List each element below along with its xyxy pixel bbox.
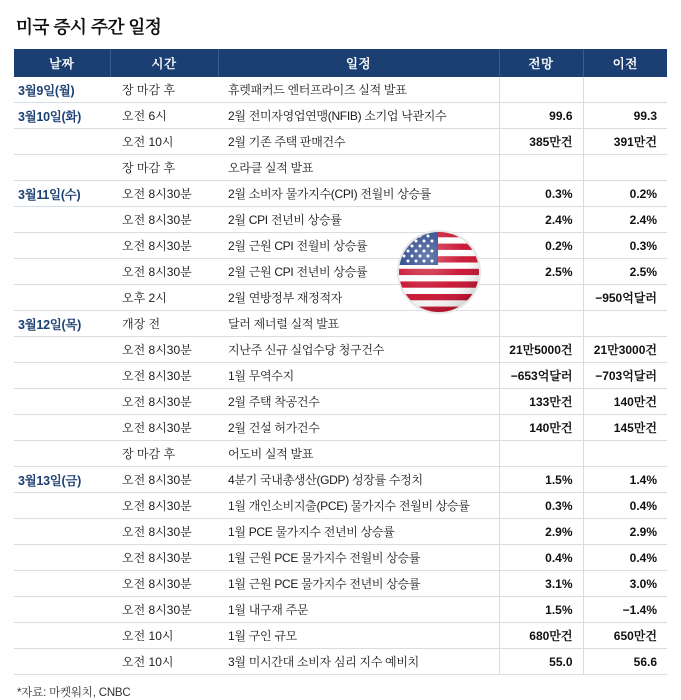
cell-forecast: 0.2% bbox=[499, 233, 583, 259]
cell-event: 1월 근원 PCE 물가지수 전월비 상승률 bbox=[218, 545, 499, 571]
source-note: *자료: 마켓워치, CNBC bbox=[17, 687, 131, 699]
page-title: 미국 증시 주간 일정 bbox=[16, 17, 162, 37]
cell-date bbox=[14, 571, 110, 597]
cell-event: 2월 건설 허가건수 bbox=[218, 415, 499, 441]
cell-date bbox=[14, 545, 110, 571]
cell-previous bbox=[583, 311, 667, 337]
column-header-event: 일정 bbox=[218, 49, 499, 77]
cell-date bbox=[14, 415, 110, 441]
cell-time: 오전 8시30분 bbox=[110, 389, 218, 415]
cell-time: 오전 8시30분 bbox=[110, 207, 218, 233]
cell-date bbox=[14, 259, 110, 285]
cell-event: 3월 미시간대 소비자 심리 지수 예비치 bbox=[218, 649, 499, 675]
cell-previous: 0.4% bbox=[583, 545, 667, 571]
cell-event: 지난주 신규 실업수당 청구건수 bbox=[218, 337, 499, 363]
cell-forecast bbox=[499, 285, 583, 311]
cell-time: 오전 10시 bbox=[110, 649, 218, 675]
table-row bbox=[14, 493, 667, 519]
cell-event: 1월 내구재 주문 bbox=[218, 597, 499, 623]
table-row bbox=[14, 337, 667, 363]
cell-event: 1월 구인 규모 bbox=[218, 623, 499, 649]
table-row bbox=[14, 129, 667, 155]
column-header-previous: 이전 bbox=[583, 49, 667, 77]
cell-forecast bbox=[499, 77, 583, 103]
cell-forecast: 140만건 bbox=[499, 415, 583, 441]
cell-previous: 21만3000건 bbox=[583, 337, 667, 363]
cell-forecast: 680만건 bbox=[499, 623, 583, 649]
cell-date bbox=[14, 129, 110, 155]
table-row bbox=[14, 519, 667, 545]
cell-previous: 140만건 bbox=[583, 389, 667, 415]
table-header-row bbox=[14, 49, 667, 77]
cell-date bbox=[14, 441, 110, 467]
cell-previous: 0.2% bbox=[583, 181, 667, 207]
table-header bbox=[14, 49, 667, 77]
cell-forecast: 1.5% bbox=[499, 467, 583, 493]
cell-date bbox=[14, 493, 110, 519]
cell-previous: 3.0% bbox=[583, 571, 667, 597]
cell-forecast: 99.6 bbox=[499, 103, 583, 129]
cell-time: 오후 2시 bbox=[110, 285, 218, 311]
cell-event: 1월 무역수지 bbox=[218, 363, 499, 389]
cell-forecast: 0.3% bbox=[499, 493, 583, 519]
cell-date bbox=[14, 597, 110, 623]
cell-previous: 2.4% bbox=[583, 207, 667, 233]
cell-time: 개장 전 bbox=[110, 311, 218, 337]
table-row bbox=[14, 155, 667, 181]
table-row bbox=[14, 415, 667, 441]
table-row bbox=[14, 311, 667, 337]
cell-time: 장 마감 후 bbox=[110, 441, 218, 467]
cell-time: 오전 8시30분 bbox=[110, 571, 218, 597]
cell-event: 어도비 실적 발표 bbox=[218, 441, 499, 467]
cell-date: 3월10일(화) bbox=[14, 103, 110, 129]
cell-forecast bbox=[499, 311, 583, 337]
cell-time: 오전 8시30분 bbox=[110, 415, 218, 441]
cell-time: 오전 10시 bbox=[110, 129, 218, 155]
cell-date bbox=[14, 155, 110, 181]
cell-event: 2월 근원 CPI 전년비 상승률 bbox=[218, 259, 499, 285]
table-row bbox=[14, 77, 667, 103]
table-row bbox=[14, 545, 667, 571]
cell-event: 2월 기존 주택 판매건수 bbox=[218, 129, 499, 155]
cell-forecast: 55.0 bbox=[499, 649, 583, 675]
cell-event: 1월 개인소비지출(PCE) 물가지수 전월비 상승률 bbox=[218, 493, 499, 519]
cell-previous: 56.6 bbox=[583, 649, 667, 675]
cell-date bbox=[14, 233, 110, 259]
table-row bbox=[14, 207, 667, 233]
cell-time: 오전 8시30분 bbox=[110, 545, 218, 571]
cell-event: 1월 근원 PCE 물가지수 전년비 상승률 bbox=[218, 571, 499, 597]
cell-previous: 1.4% bbox=[583, 467, 667, 493]
cell-event: 2월 소비자 물가지수(CPI) 전월비 상승률 bbox=[218, 181, 499, 207]
table-row bbox=[14, 285, 667, 311]
cell-previous: 99.3 bbox=[583, 103, 667, 129]
cell-forecast: 21만5000건 bbox=[499, 337, 583, 363]
cell-forecast: 385만건 bbox=[499, 129, 583, 155]
cell-forecast: 0.3% bbox=[499, 181, 583, 207]
cell-date bbox=[14, 649, 110, 675]
cell-date bbox=[14, 519, 110, 545]
cell-time: 오전 8시30분 bbox=[110, 181, 218, 207]
cell-event: 오라클 실적 발표 bbox=[218, 155, 499, 181]
table-row bbox=[14, 363, 667, 389]
cell-forecast: 133만건 bbox=[499, 389, 583, 415]
table-row bbox=[14, 181, 667, 207]
cell-date bbox=[14, 389, 110, 415]
cell-date bbox=[14, 285, 110, 311]
cell-date bbox=[14, 337, 110, 363]
cell-previous: 391만건 bbox=[583, 129, 667, 155]
cell-forecast: 2.5% bbox=[499, 259, 583, 285]
cell-event: 2월 근원 CPI 전월비 상승률 bbox=[218, 233, 499, 259]
cell-previous bbox=[583, 77, 667, 103]
cell-forecast: 1.5% bbox=[499, 597, 583, 623]
column-header-time: 시간 bbox=[110, 49, 218, 77]
cell-event: 4분기 국내총생산(GDP) 성장률 수정치 bbox=[218, 467, 499, 493]
cell-forecast: 2.9% bbox=[499, 519, 583, 545]
cell-time: 오전 8시30분 bbox=[110, 597, 218, 623]
table-row bbox=[14, 649, 667, 675]
cell-forecast: 2.4% bbox=[499, 207, 583, 233]
cell-date: 3월13일(금) bbox=[14, 467, 110, 493]
cell-previous: 0.4% bbox=[583, 493, 667, 519]
cell-time: 오전 8시30분 bbox=[110, 233, 218, 259]
table-row bbox=[14, 103, 667, 129]
cell-time: 오전 8시30분 bbox=[110, 493, 218, 519]
cell-time: 장 마감 후 bbox=[110, 155, 218, 181]
table-row bbox=[14, 389, 667, 415]
cell-date: 3월12일(목) bbox=[14, 311, 110, 337]
cell-date bbox=[14, 363, 110, 389]
cell-event: 1월 PCE 물가지수 전년비 상승률 bbox=[218, 519, 499, 545]
cell-time: 오전 8시30분 bbox=[110, 363, 218, 389]
cell-previous: 2.9% bbox=[583, 519, 667, 545]
cell-time: 오전 8시30분 bbox=[110, 467, 218, 493]
cell-forecast: 0.4% bbox=[499, 545, 583, 571]
table-row bbox=[14, 467, 667, 493]
cell-forecast: 3.1% bbox=[499, 571, 583, 597]
cell-time: 오전 8시30분 bbox=[110, 337, 218, 363]
cell-previous: 2.5% bbox=[583, 259, 667, 285]
cell-previous bbox=[583, 155, 667, 181]
table-body bbox=[14, 77, 667, 675]
cell-event: 2월 전미자영업연맹(NFIB) 소기업 낙관지수 bbox=[218, 103, 499, 129]
cell-date: 3월11일(수) bbox=[14, 181, 110, 207]
table-row bbox=[14, 233, 667, 259]
table-row bbox=[14, 441, 667, 467]
cell-forecast: −653억달러 bbox=[499, 363, 583, 389]
table-row bbox=[14, 259, 667, 285]
cell-event: 휴렛패커드 엔터프라이즈 실적 발표 bbox=[218, 77, 499, 103]
cell-time: 장 마감 후 bbox=[110, 77, 218, 103]
cell-event: 2월 연방정부 재정적자 bbox=[218, 285, 499, 311]
cell-previous bbox=[583, 441, 667, 467]
cell-time: 오전 10시 bbox=[110, 623, 218, 649]
cell-event: 2월 주택 착공건수 bbox=[218, 389, 499, 415]
cell-event: 2월 CPI 전년비 상승률 bbox=[218, 207, 499, 233]
table-row bbox=[14, 597, 667, 623]
column-header-date: 날짜 bbox=[14, 49, 110, 77]
cell-forecast bbox=[499, 155, 583, 181]
cell-date: 3월9일(월) bbox=[14, 77, 110, 103]
cell-time: 오전 6시 bbox=[110, 103, 218, 129]
cell-event: 달러 제너럴 실적 발표 bbox=[218, 311, 499, 337]
column-header-forecast: 전망 bbox=[499, 49, 583, 77]
cell-date bbox=[14, 207, 110, 233]
cell-previous: 145만건 bbox=[583, 415, 667, 441]
cell-date bbox=[14, 623, 110, 649]
cell-previous: −703억달러 bbox=[583, 363, 667, 389]
cell-previous: −1.4% bbox=[583, 597, 667, 623]
cell-time: 오전 8시30분 bbox=[110, 259, 218, 285]
table-row bbox=[14, 623, 667, 649]
cell-previous: 650만건 bbox=[583, 623, 667, 649]
cell-previous: −950억달러 bbox=[583, 285, 667, 311]
schedule-table bbox=[14, 49, 667, 675]
cell-forecast bbox=[499, 441, 583, 467]
table-row bbox=[14, 571, 667, 597]
cell-previous: 0.3% bbox=[583, 233, 667, 259]
cell-time: 오전 8시30분 bbox=[110, 519, 218, 545]
